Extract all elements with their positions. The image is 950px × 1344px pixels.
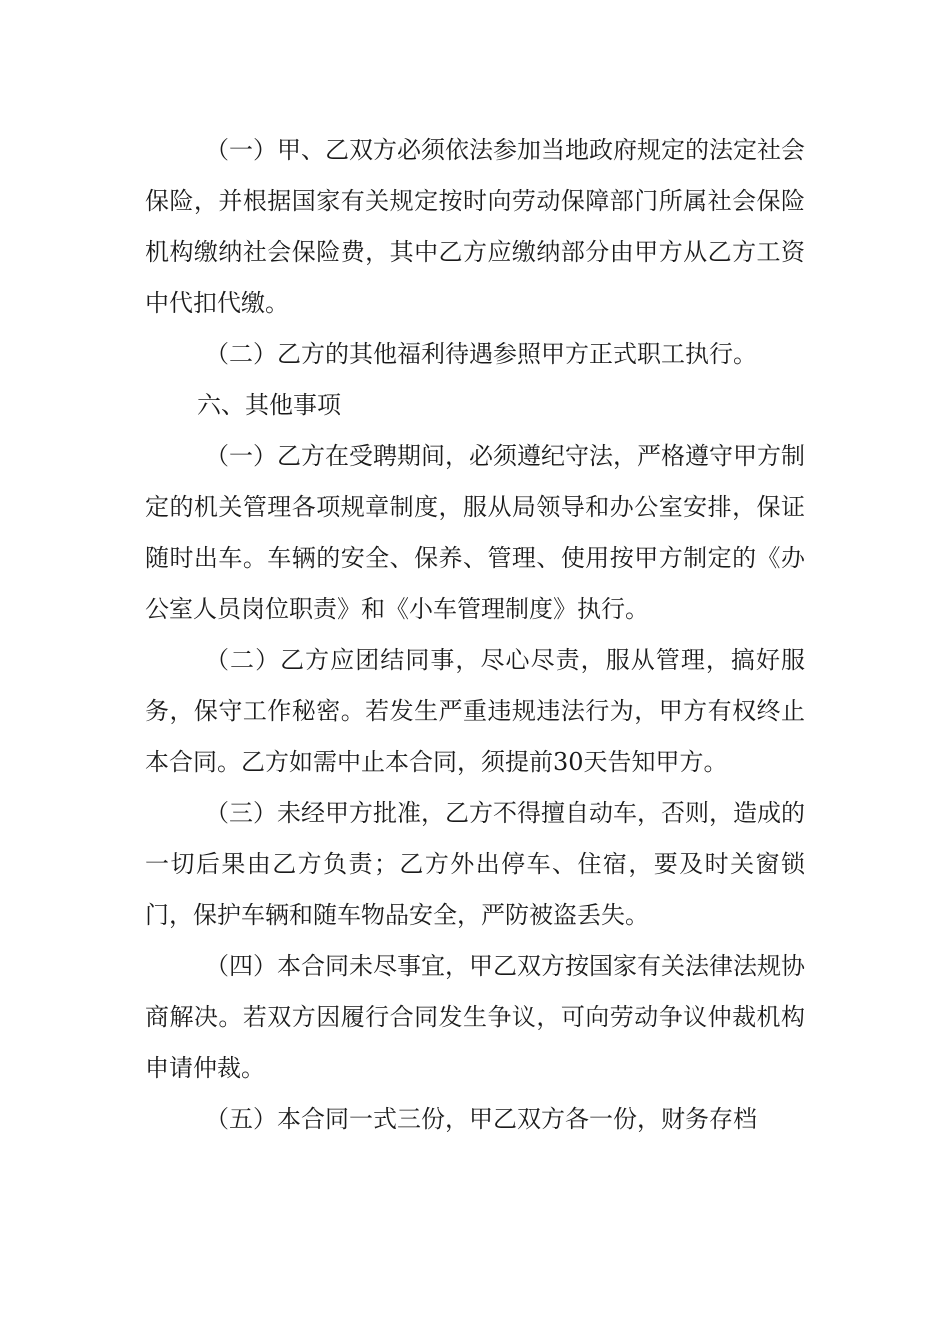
document-body [145, 125, 805, 1145]
clause-dispute-resolution: （四）本合同未尽事宜，甲乙双方按国家有关法律法规协商解决。若双方因履行合同发生争议，可向劳动争议仲裁机构申请仲裁。 [145, 952, 805, 1082]
clause-copies: （五）本合同一式三份，甲乙双方各一份，财务存档 [205, 1105, 757, 1133]
clause-teamwork-and-termination: （二）乙方应团结同事，尽心尽责，服从管理，搞好服务，保守工作秘密。若发生严重违规违法行为，甲方有权终止本合同。乙方如需中止本合同，须提前30天告知甲方。 [145, 646, 805, 776]
section-heading-other-matters: 六、其他事项 [197, 391, 341, 419]
clause-other-benefits: （二）乙方的其他福利待遇参照甲方正式职工执行。 [205, 340, 757, 368]
clause-conduct-and-vehicle-use: （一）乙方在受聘期间，必须遵纪守法，严格遵守甲方制定的机关管理各项规章制度，服从局领导和办公室安排，保证随时出车。车辆的安全、保养、管理、使用按甲方制定的《办公室人员岗位职责》和《小车管理制度》执行。 [145, 442, 805, 623]
clause-unauthorized-driving: （三）未经甲方批准，乙方不得擅自动车，否则，造成的一切后果由乙方负责；乙方外出停车、住宿，要及时关窗锁门，保护车辆和随车物品安全，严防被盗丢失。 [145, 799, 805, 929]
clause-social-insurance: （一）甲、乙双方必须依法参加当地政府规定的法定社会保险，并根据国家有关规定按时向劳动保障部门所属社会保险机构缴纳社会保险费，其中乙方应缴纳部分由甲方从乙方工资中代扣代缴。 [145, 136, 805, 317]
